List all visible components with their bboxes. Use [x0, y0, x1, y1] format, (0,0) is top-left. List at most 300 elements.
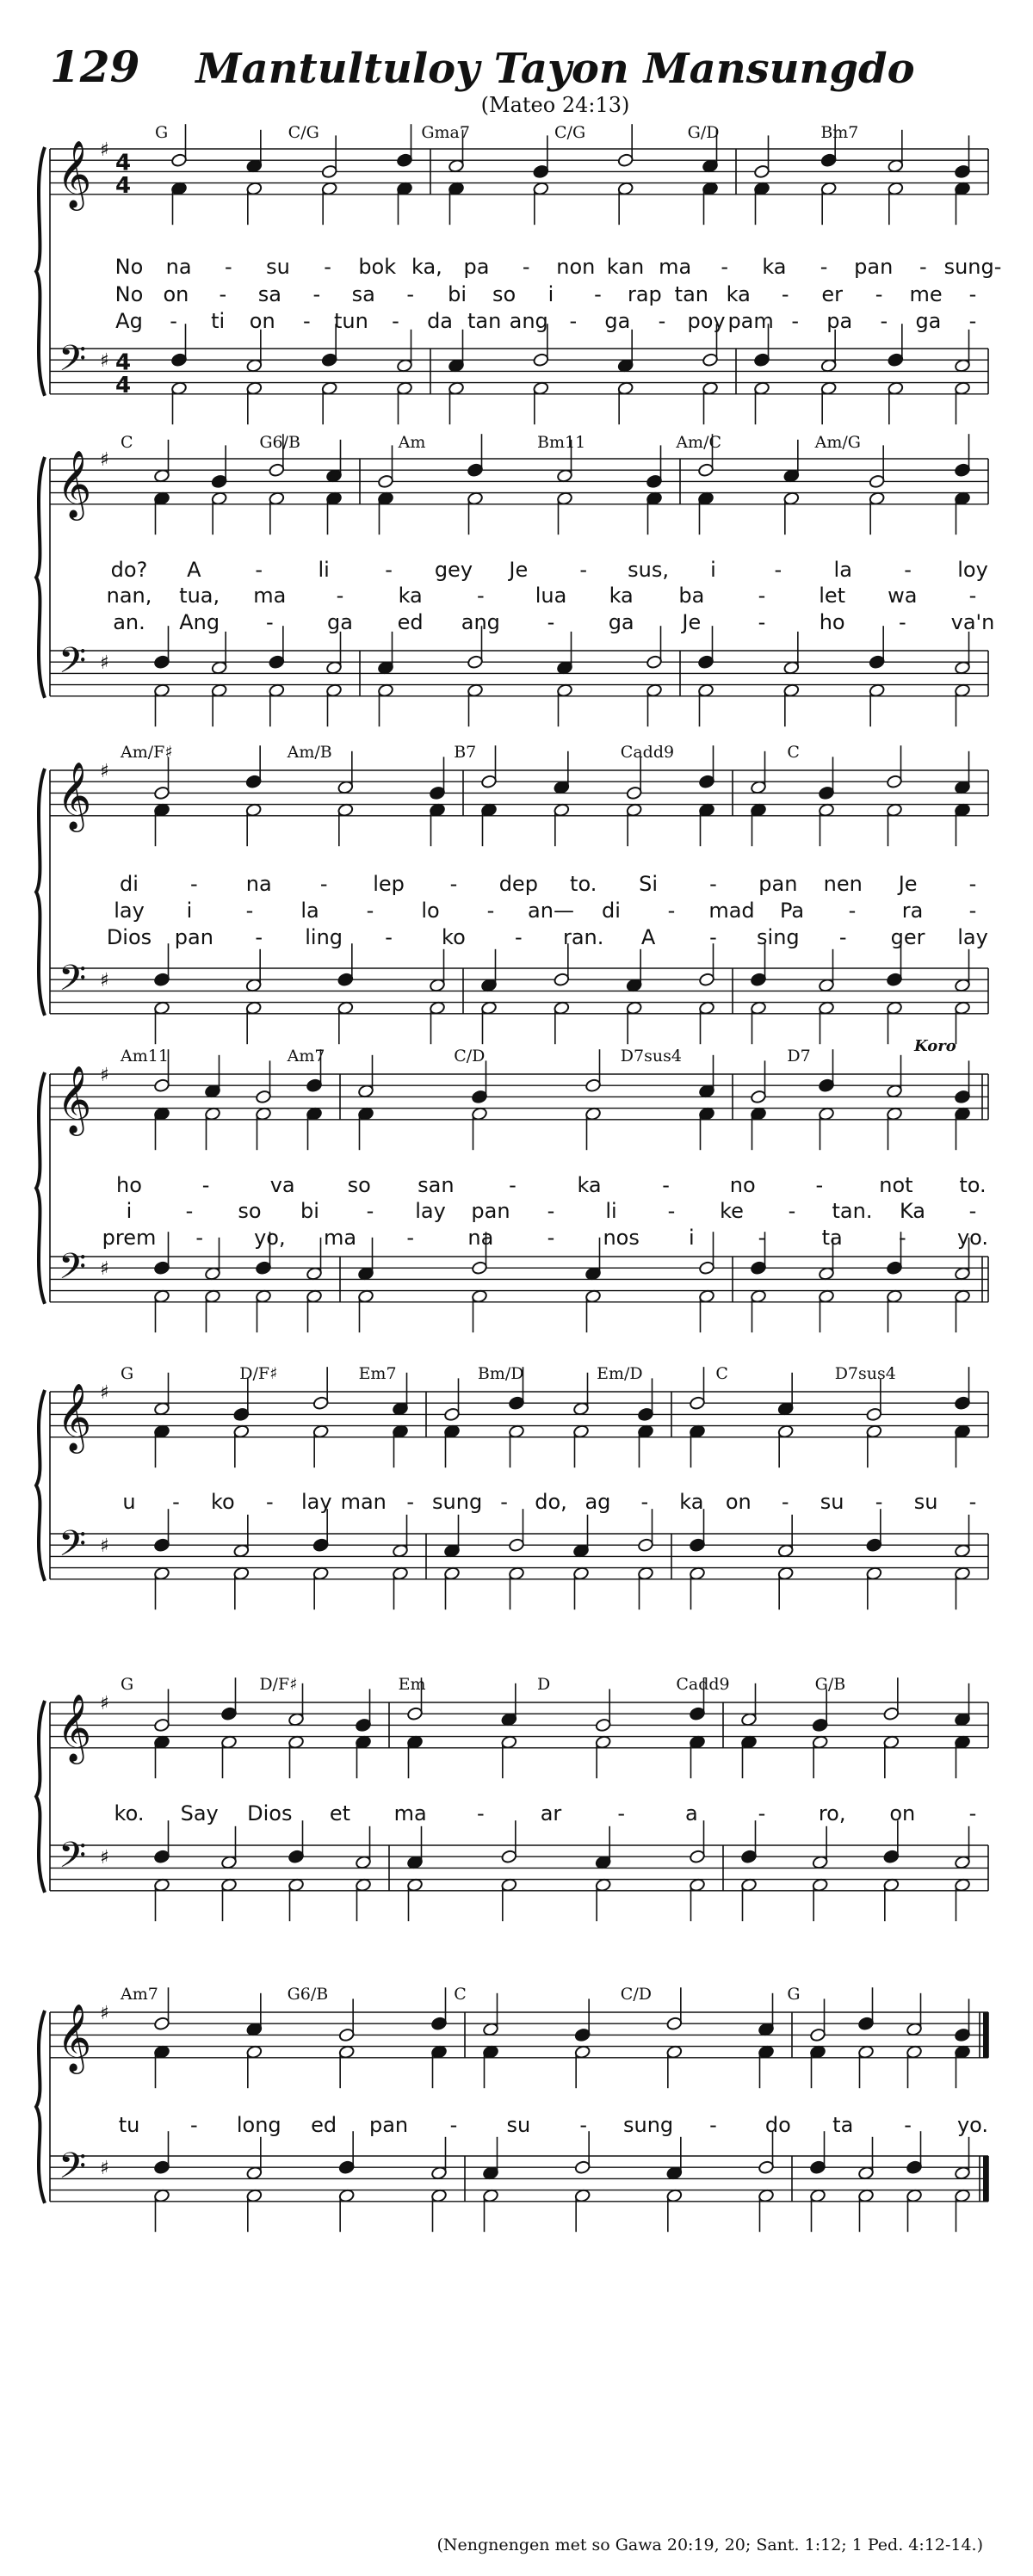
note-head-6 — [812, 1718, 828, 1733]
note-head-1 — [396, 358, 412, 373]
note-head-1 — [702, 182, 718, 196]
treble-clef-2: 𝄞 — [57, 450, 92, 519]
note-head-3 — [337, 803, 354, 818]
lyric-syllable: tan — [467, 309, 502, 333]
treble-clef-4: 𝄞 — [57, 1066, 92, 1134]
note-head-1 — [753, 353, 770, 368]
note-head-7 — [246, 2189, 263, 2203]
note-head-7 — [906, 2189, 922, 2203]
lyric-syllable: va'n — [950, 610, 995, 634]
lyric-syllable: tua, — [179, 584, 220, 608]
note-head-3 — [554, 1001, 570, 1016]
final-barline-thick — [983, 2012, 988, 2058]
note-head-1 — [170, 353, 187, 368]
note-head-2 — [325, 491, 342, 506]
lyric-syllable: - — [486, 899, 495, 923]
note-head-3 — [886, 973, 902, 987]
note-head-7 — [809, 2028, 826, 2042]
note-head-2 — [211, 660, 227, 675]
note-head-2 — [325, 683, 342, 698]
note-head-1 — [396, 153, 412, 168]
note-head-6 — [220, 1735, 237, 1750]
lyric-syllable: - — [201, 1173, 210, 1197]
lyric-syllable: - — [265, 610, 274, 634]
lyric-syllable: - — [406, 1226, 415, 1250]
note-head-7 — [666, 2189, 683, 2203]
bass-clef-4: 𝄢 — [59, 1245, 87, 1296]
note-head-7 — [430, 2189, 447, 2203]
chord-symbol: C/G — [288, 123, 319, 142]
note-head-4 — [357, 1107, 374, 1121]
note-head-5 — [312, 1424, 329, 1439]
lyric-syllable: - — [848, 899, 857, 923]
note-head-3 — [429, 786, 445, 800]
note-head-5 — [777, 1543, 794, 1558]
note-head-3 — [818, 978, 834, 992]
lyric-syllable: - — [336, 584, 344, 608]
note-head-3 — [626, 786, 642, 800]
note-head-3 — [480, 1001, 497, 1016]
lyric-syllable: - — [594, 282, 602, 306]
lyric-syllable: to. — [570, 872, 597, 896]
note-head-5 — [954, 1396, 970, 1411]
note-head-7 — [857, 2045, 874, 2060]
note-head-5 — [954, 1543, 970, 1558]
note-head-2 — [153, 491, 170, 506]
lyric-syllable: - — [968, 1490, 977, 1514]
note-head-3 — [153, 1001, 170, 1016]
note-head-2 — [325, 468, 342, 483]
lyric-syllable: i — [688, 1226, 695, 1250]
lyric-syllable: sus, — [628, 558, 670, 582]
lyric-syllable: Dios — [247, 1801, 293, 1825]
lyric-syllable: - — [324, 255, 331, 279]
lyric-syllable: na — [245, 872, 272, 896]
lyric-syllable: long — [236, 2113, 281, 2137]
note-head-7 — [666, 2017, 683, 2031]
lyric-syllable: - — [774, 558, 782, 582]
bass-clef-7: 𝄢 — [59, 2145, 87, 2196]
chord-symbol: G6/B — [287, 1985, 329, 2004]
note-head-7 — [758, 2022, 774, 2036]
note-head-1 — [448, 182, 464, 196]
note-head-3 — [429, 978, 445, 992]
note-head-7 — [574, 2160, 591, 2175]
note-head-4 — [153, 1107, 170, 1121]
chord-symbol: Gma7 — [421, 123, 470, 142]
lyric-syllable: lay — [957, 925, 988, 949]
lyric-syllable: - — [514, 925, 523, 949]
lyric-syllable: on — [249, 309, 275, 333]
lyric-syllable: ti — [211, 309, 226, 333]
lyric-syllable: - — [968, 899, 977, 923]
chord-symbol: Bm/D — [477, 1364, 524, 1383]
note-head-4 — [818, 1107, 834, 1121]
note-head-6 — [355, 1855, 371, 1869]
note-head-4 — [818, 1266, 834, 1281]
note-head-4 — [471, 1261, 487, 1276]
note-head-1 — [448, 158, 464, 173]
note-head-5 — [689, 1396, 705, 1411]
lyric-syllable: - — [968, 1199, 977, 1223]
lyric-syllable: no — [729, 1173, 756, 1197]
lyric-syllable: pa — [826, 309, 853, 333]
chord-symbol: G — [121, 1675, 134, 1694]
note-head-1 — [533, 353, 549, 368]
chord-symbol: Em/D — [597, 1364, 643, 1383]
chord-symbol: D7 — [787, 1047, 811, 1066]
note-head-4 — [698, 1289, 714, 1304]
lyric-syllable: - — [219, 282, 227, 306]
note-head-1 — [170, 182, 187, 196]
note-head-1 — [396, 381, 412, 396]
lyric-syllable: ho — [819, 610, 845, 634]
lyric-syllable: la — [833, 558, 852, 582]
note-head-7 — [809, 2160, 826, 2175]
note-head-7 — [338, 2028, 355, 2042]
note-head-3 — [750, 973, 766, 987]
note-head-2 — [783, 660, 800, 675]
note-head-6 — [595, 1735, 611, 1750]
lyric-syllable: ra — [901, 899, 924, 923]
note-head-5 — [233, 1566, 250, 1581]
lyric-syllable: Ag — [115, 309, 143, 333]
chord-symbol: C/D — [620, 1985, 652, 2004]
note-head-7 — [430, 2165, 447, 2180]
note-head-1 — [533, 182, 549, 196]
note-head-6 — [740, 1878, 757, 1893]
lyric-syllable: va — [269, 1173, 295, 1197]
lyric-syllable: ag — [585, 1490, 611, 1514]
note-head-1 — [753, 182, 770, 196]
note-head-1 — [702, 158, 718, 173]
treble-clef-1: 𝄞 — [57, 140, 92, 209]
lyric-syllable: - — [968, 872, 977, 896]
chord-symbol: B7 — [454, 743, 477, 762]
lyric-syllable: - — [366, 899, 374, 923]
lyric-syllable: - — [255, 925, 263, 949]
note-head-2 — [467, 463, 483, 478]
note-head-3 — [554, 780, 570, 794]
lyric-syllable: - — [579, 558, 588, 582]
note-head-2 — [556, 660, 572, 675]
lyric-syllable: pa — [463, 255, 490, 279]
lyric-syllable: - — [302, 309, 311, 333]
note-head-6 — [153, 1718, 170, 1733]
bass-clef-5: 𝄢 — [59, 1523, 87, 1573]
note-head-3 — [429, 1001, 445, 1016]
note-head-4 — [585, 1107, 601, 1121]
note-head-6 — [288, 1735, 304, 1750]
note-head-5 — [392, 1543, 408, 1558]
note-head-2 — [325, 660, 342, 675]
note-head-2 — [783, 491, 800, 506]
note-head-4 — [204, 1107, 220, 1121]
note-head-3 — [337, 1001, 354, 1016]
lyric-syllable: ka — [609, 584, 634, 608]
key-signature-sharp-3: ♯ — [100, 970, 109, 992]
lyric-syllable: i — [710, 558, 716, 582]
note-head-1 — [702, 381, 718, 396]
note-head-4 — [954, 1289, 970, 1304]
note-head-4 — [204, 1084, 220, 1098]
note-head-5 — [777, 1401, 794, 1416]
lyric-syllable: tu — [118, 2113, 140, 2137]
note-head-5 — [443, 1407, 460, 1422]
chord-symbol: D7sus4 — [834, 1364, 896, 1383]
note-head-6 — [954, 1735, 970, 1750]
lyric-syllable: - — [449, 872, 458, 896]
note-head-1 — [820, 358, 837, 373]
note-head-6 — [954, 1878, 970, 1893]
note-head-1 — [246, 358, 263, 373]
system-brace-2 — [36, 457, 45, 698]
note-head-5 — [866, 1538, 882, 1553]
lyric-syllable: tun — [333, 309, 368, 333]
lyric-syllable: ger — [890, 925, 925, 949]
note-head-3 — [886, 1001, 902, 1016]
lyric-syllable: u — [122, 1490, 136, 1514]
lyric-syllable: - — [667, 1199, 676, 1223]
note-head-3 — [954, 780, 970, 794]
note-head-2 — [377, 683, 393, 698]
note-head-1 — [954, 381, 970, 396]
lyric-syllable: - — [245, 899, 254, 923]
lyric-syllable: i — [126, 1199, 133, 1223]
note-head-3 — [337, 973, 354, 987]
note-head-5 — [508, 1566, 524, 1581]
lyric-syllable: - — [662, 1173, 670, 1197]
note-head-7 — [758, 2045, 774, 2060]
lyric-syllable: - — [875, 282, 883, 306]
key-signature-sharp-4: ♯ — [100, 1258, 109, 1281]
note-head-2 — [467, 655, 483, 670]
note-head-3 — [480, 775, 497, 789]
note-head-5 — [572, 1401, 589, 1416]
time-signature-bottom-bass: 4 — [115, 372, 132, 398]
note-head-5 — [689, 1538, 705, 1553]
note-head-6 — [406, 1707, 423, 1721]
note-head-2 — [211, 683, 227, 698]
note-head-2 — [869, 491, 885, 506]
lyric-syllable: prem — [102, 1226, 157, 1250]
lyric-syllable: ko. — [114, 1801, 145, 1825]
lyric-syllable: ka — [398, 584, 423, 608]
treble-clef-3: 𝄞 — [57, 762, 92, 831]
note-head-4 — [255, 1261, 271, 1276]
lyric-syllable: - — [172, 1490, 180, 1514]
lyric-syllable: so — [347, 1173, 371, 1197]
lyric-syllable: Pa — [779, 899, 805, 923]
note-head-6 — [689, 1735, 705, 1750]
note-head-1 — [321, 164, 337, 179]
note-head-3 — [153, 973, 170, 987]
bass-clef-3: 𝄢 — [59, 957, 87, 1008]
lyric-syllable: - — [721, 255, 729, 279]
chord-symbol: C — [121, 433, 133, 452]
note-head-6 — [595, 1855, 611, 1869]
chord-symbol: Am/C — [676, 433, 722, 452]
lyric-syllable: - — [449, 2113, 458, 2137]
note-head-6 — [501, 1850, 517, 1864]
note-head-3 — [480, 803, 497, 818]
lyric-syllable: - — [791, 309, 800, 333]
note-head-6 — [883, 1850, 900, 1864]
note-head-2 — [697, 463, 714, 478]
lyric-syllable: A — [187, 558, 201, 582]
note-head-1 — [753, 381, 770, 396]
note-head-5 — [153, 1538, 170, 1553]
lyric-syllable: - — [640, 1490, 649, 1514]
lyric-syllable: lay — [415, 1199, 446, 1223]
time-signature-bottom-treble: 4 — [115, 172, 132, 199]
lyric-syllable: to. — [959, 1173, 987, 1197]
bass-clef-6: 𝄢 — [59, 1834, 87, 1885]
chord-symbol: C/D — [454, 1047, 486, 1066]
lyric-syllable: Ang — [179, 610, 220, 634]
note-head-6 — [288, 1850, 304, 1864]
chord-symbol: G/B — [814, 1675, 846, 1694]
lyric-syllable: Je — [682, 610, 702, 634]
lyric-syllable: - — [255, 558, 263, 582]
lyric-syllable: - — [319, 872, 328, 896]
lyric-syllable: tan. — [832, 1199, 873, 1223]
lyric-syllable: lay — [114, 899, 145, 923]
lyric-syllable: - — [904, 2113, 912, 2137]
note-head-4 — [357, 1266, 374, 1281]
note-head-6 — [883, 1735, 900, 1750]
note-head-4 — [750, 1289, 766, 1304]
lyric-syllable: - — [968, 1801, 977, 1825]
note-head-1 — [888, 158, 904, 173]
note-head-7 — [809, 2189, 826, 2203]
lyric-syllable: on — [163, 282, 189, 306]
note-head-7 — [666, 2165, 683, 2180]
note-head-7 — [482, 2189, 498, 2203]
note-head-6 — [595, 1878, 611, 1893]
note-head-4 — [750, 1107, 766, 1121]
note-head-4 — [585, 1266, 601, 1281]
lyric-syllable: ka — [726, 282, 751, 306]
lyric-syllable: tan — [674, 282, 708, 306]
lyric-syllable: No — [114, 255, 144, 279]
lyric-syllable: lo — [421, 899, 440, 923]
note-head-1 — [820, 381, 837, 396]
note-head-2 — [377, 474, 393, 489]
note-head-6 — [501, 1712, 517, 1727]
key-signature-sharp-1: ♯ — [100, 139, 109, 161]
note-head-2 — [377, 660, 393, 675]
system-brace-3 — [36, 769, 45, 1016]
note-head-7 — [906, 2045, 922, 2060]
lyric-syllable: Say — [180, 1801, 219, 1825]
key-signature-sharp-7: ♯ — [100, 2003, 109, 2024]
note-head-7 — [338, 2045, 355, 2060]
lyric-syllable: - — [195, 1226, 204, 1250]
note-head-3 — [886, 803, 902, 818]
note-head-1 — [396, 182, 412, 196]
lyric-syllable: non — [556, 255, 596, 279]
note-head-2 — [556, 683, 572, 698]
note-head-5 — [572, 1424, 589, 1439]
note-head-5 — [312, 1566, 329, 1581]
note-head-5 — [443, 1424, 460, 1439]
lyric-syllable: yo, — [254, 1226, 286, 1250]
note-head-7 — [482, 2165, 498, 2180]
note-head-3 — [626, 1001, 642, 1016]
chord-symbol: C — [454, 1985, 467, 2004]
system-brace-4 — [36, 1072, 45, 1304]
note-head-2 — [869, 655, 885, 670]
note-head-4 — [255, 1107, 271, 1121]
lyric-syllable: su — [820, 1490, 844, 1514]
lyric-syllable: - — [170, 309, 177, 333]
note-head-7 — [857, 2189, 874, 2203]
note-head-5 — [443, 1566, 460, 1581]
note-head-5 — [312, 1396, 329, 1411]
note-head-4 — [886, 1107, 902, 1121]
note-head-7 — [574, 2189, 591, 2203]
note-head-1 — [617, 358, 634, 373]
note-head-3 — [245, 775, 262, 789]
note-head-6 — [883, 1707, 900, 1721]
note-head-5 — [777, 1424, 794, 1439]
lyric-syllable: li — [318, 558, 330, 582]
lyric-syllable: - — [968, 309, 977, 333]
note-head-3 — [818, 786, 834, 800]
note-head-4 — [585, 1289, 601, 1304]
system-brace-1 — [36, 147, 45, 396]
note-head-2 — [954, 463, 970, 478]
note-head-1 — [617, 153, 634, 168]
note-head-1 — [246, 381, 263, 396]
lyric-syllable: yo. — [956, 2113, 989, 2137]
lyric-syllable: not — [879, 1173, 913, 1197]
lyric-syllable: ar — [540, 1801, 562, 1825]
note-head-2 — [153, 655, 170, 670]
lyric-syllable: - — [709, 2113, 717, 2137]
lyric-syllable: - — [312, 282, 321, 306]
chord-symbol: Bm7 — [820, 123, 859, 142]
lyric-syllable: - — [522, 255, 530, 279]
note-head-5 — [866, 1424, 882, 1439]
lyric-syllable: on — [889, 1801, 916, 1825]
note-head-5 — [153, 1401, 170, 1416]
lyric-syllable: et — [329, 1801, 351, 1825]
lyric-syllable: let — [819, 584, 846, 608]
note-head-7 — [246, 2022, 263, 2036]
note-head-5 — [637, 1538, 653, 1553]
note-head-5 — [954, 1566, 970, 1581]
lyric-syllable: la — [300, 899, 319, 923]
note-head-5 — [312, 1538, 329, 1553]
chord-symbol: Cadd9 — [676, 1675, 730, 1694]
note-head-1 — [888, 381, 904, 396]
note-head-4 — [750, 1261, 766, 1276]
treble-clef-7: 𝄞 — [57, 2004, 92, 2073]
note-head-6 — [812, 1735, 828, 1750]
lyric-syllable: sung- — [943, 255, 1002, 279]
note-head-3 — [153, 803, 170, 818]
chord-symbol: D/F♯ — [259, 1675, 298, 1694]
note-head-4 — [471, 1289, 487, 1304]
note-head-6 — [220, 1878, 237, 1893]
lyric-syllable: - — [667, 899, 676, 923]
note-head-2 — [697, 491, 714, 506]
lyric-syllable: - — [968, 282, 977, 306]
chord-symbol: Cadd9 — [620, 743, 675, 762]
lyric-syllable: lay — [300, 1490, 332, 1514]
